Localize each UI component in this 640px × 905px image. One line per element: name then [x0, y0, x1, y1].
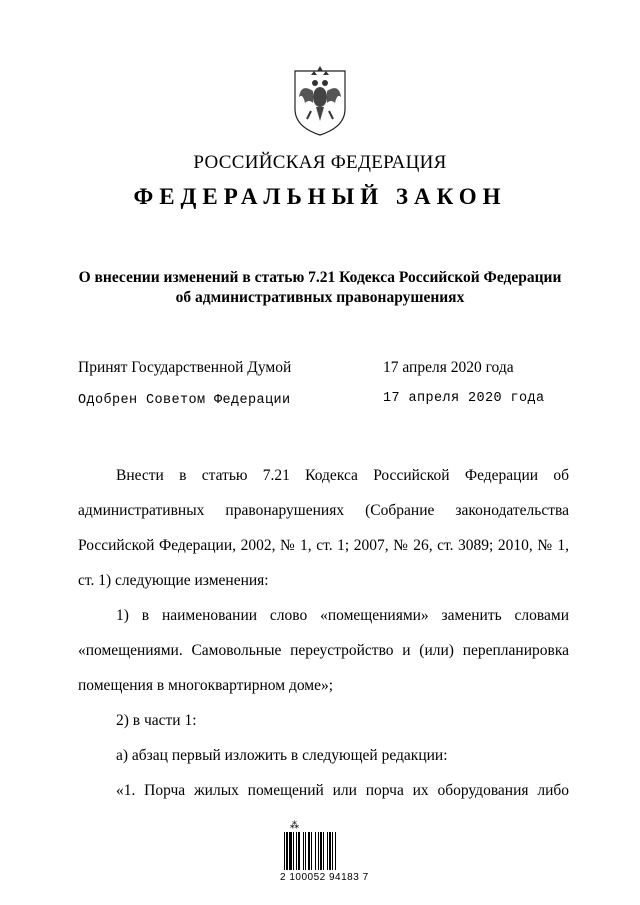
- law-title: ФЕДЕРАЛЬНЫЙ ЗАКОН: [133, 184, 507, 209]
- adopted-date: 17 апреля 2020 года: [383, 359, 514, 376]
- body-paragraph-5: «1. Порча жилых помещений или порча их оборудования либо: [116, 782, 569, 799]
- body-paragraph-2: 1) в наименовании слово «помещениями» заменить словами «помещениями. Самовольные переустройство и (или) перепланировка помещения в многоквартирном доме»;: [78, 607, 569, 694]
- body-paragraph-3: 2) в части 1:: [116, 712, 197, 729]
- barcode: [280, 820, 369, 884]
- law-body: [78, 458, 569, 808]
- barcode-bars-icon: [280, 832, 362, 872]
- country-name: РОССИЙСКАЯ ФЕДЕРАЦИЯ: [193, 152, 447, 173]
- approved-date: 17 апреля 2020 года: [383, 391, 545, 406]
- law-subject-line-1: О внесении изменений в статью 7.21 Кодекса Российской Федерации: [78, 269, 562, 286]
- body-paragraph-1: Внести в статью 7.21 Кодекса Российской Федерации об административных правонарушениях (Собрание законодательства Российской Федерации, 2002, № 1, ст. 1; 2007, № 26, ст. 3089; 2010, № 1, ст. 1) следующие изменения:: [78, 467, 569, 589]
- law-subject: [0, 268, 640, 308]
- barcode-number: 2 100052 94183 7: [280, 872, 369, 883]
- body-paragraph-4: а) абзац первый изложить в следующей редакции:: [116, 747, 448, 764]
- law-subject-line-2: об административных правонарушениях: [175, 289, 465, 306]
- adopted-label: Принят Государственной Думой: [78, 359, 292, 376]
- barcode-mark-icon: ⁂: [290, 820, 299, 830]
- coat-of-arms-emblem: [289, 63, 351, 137]
- approved-label: Одобрен Советом Федерации: [78, 393, 291, 408]
